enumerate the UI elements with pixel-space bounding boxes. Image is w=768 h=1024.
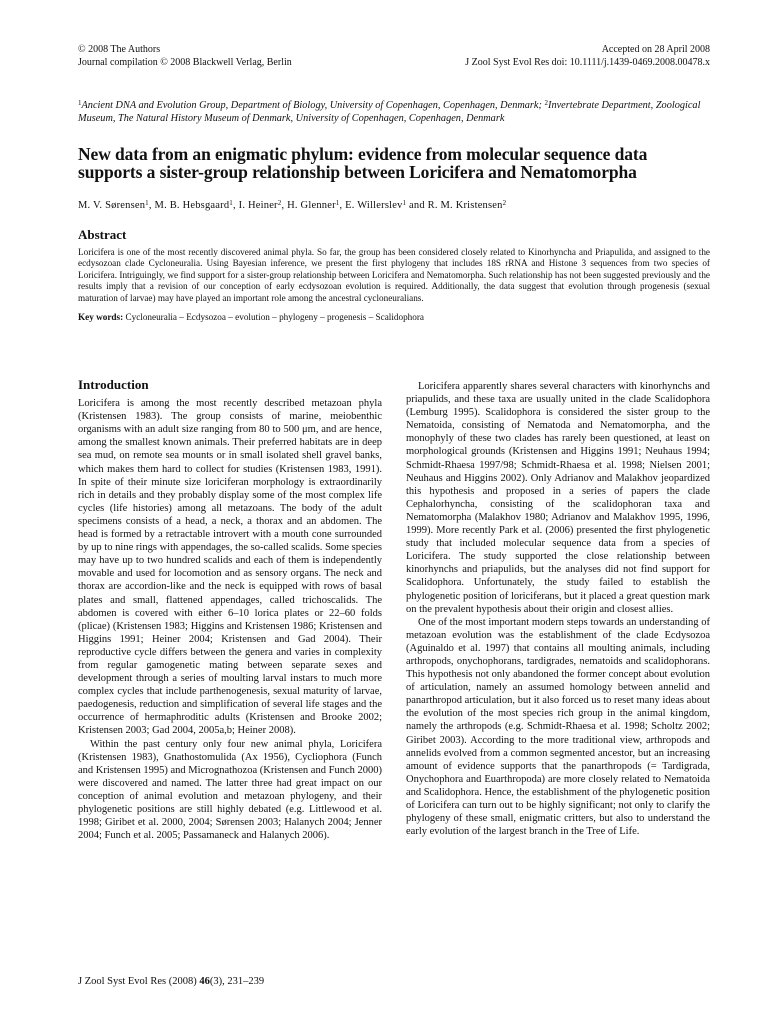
journal-compilation-line: Journal compilation © 2008 Blackwell Verlag, Berlin [78, 56, 292, 68]
author-sup: 2 [277, 199, 282, 207]
intro-paragraph-3: Loricifera apparently shares several characters with kinorhynchs and priapulids, and these taxa are usually united in the clade Scalidophora (Lemburg 1995). Scalidophora is considered the sister group to the Nematoida, consisting of Nematoda and Nematomorpha, and the monophyly of these two clades has rarely been questioned, at least on morphological grounds (Kristensen and Higgins 1991; Neuhaus 1994; Schmidt-Rhaesa 1997/98; Schmidt-Rhaesa et al. 1998; Nielsen 2001; Neuhaus and Higgins 2002). Only Adrianov and Malakhov jeopardized this hypothesis and proposed in a series of papers the clade Cephalorhyncha, consisting of the scalidophoran taxa and Nematomorpha (Malakhov 1980; Adrianov and Malakhov 1995, 1996, 1999). More recently Park et al. (2006) presented the first phylogenetic study that included molecular sequence data from a species of Loricifera. The study supported the close relationship between kinorhynchs and priapulids, but the analyses did not find support for Scalidophora. Unfortunately, the study failed to establish the phylogenetic position of loriciferans, but it placed a great question mark on the prevalent hypothesis about their origin and closest allies. [406, 381, 710, 615]
author-sep: , [281, 200, 288, 211]
left-column [78, 378, 382, 842]
affiliation-sup-1: 1 [78, 99, 82, 107]
doi-line: J Zool Syst Evol Res doi: 10.1111/j.1439-0469.2008.00478.x [465, 56, 710, 68]
author: H. Glenner [287, 200, 336, 211]
footer-suffix: (3), 231–239 [209, 976, 265, 987]
intro-paragraph-2: Within the past century only four new animal phyla, Loricifera (Kristensen 1983), Gnathostomulida (Ax 1956), Cycliophora (Funch and Kristensen 1995) and Micrognathozoa (Kristensen and Funch 2000) were discovered and named. The latter three had great impact on our conception of animal evolution and metazoan phylogeny, and their phylogenetic positions are still highly debated (e.g. Littlewood et al. 1998; Giribet et al. 2000, 2004; Sørensen 2003; Halanych 2004; Jenner 2004; Funch et al. 2005; Passamaneck and Halanych 2006). [78, 738, 382, 842]
intro-paragraph-4: One of the most important modern steps towards an understanding of metazoan evolution was the establishment of the clade Ecdysozoa (Aguinaldo et al. 1997) that contains all moulting animals, including arthropods, onychophorans, tardigrades, nematoids and scalidophorans. This hypothesis not only abandoned the former concept about evolution of articulation, namely an assumed homology between annelid and panarthropod articulation, but it also forced us to reset many ideas about the evolution of the most species rich group in the animal kingdom, namely the arthropods (e.g. Schmidt-Rhaesa et al. 1998; Scholtz 2002; Giribet 2003). According to the more traditional view, arthropods and annelids evolved from a common segmented ancestor, but an increasing amount of evidence supports that the panarthropods (= Tardigrada, Onychophora and Euarthropoda) are more closely related to Nematoida and Scalidophora. Hence, the establishment of the phylogenetic position of Loricifera can turn out to be highly significant; not only to clarify the phylogeny of these small, enigmatic critters, but also to understand the early evolution of the largest branch in the Tree of Life. [406, 616, 710, 838]
author: R. M. Kristensen [427, 200, 503, 211]
accepted-block [465, 44, 710, 69]
copyright-block [78, 44, 292, 69]
abstract-heading: Abstract [78, 227, 127, 242]
footer-prefix: J Zool Syst Evol Res (2008) [78, 976, 200, 987]
journal-footer [78, 976, 264, 987]
running-header [78, 44, 710, 69]
author-sup: 1 [402, 199, 407, 207]
affiliations [78, 97, 710, 125]
abstract-text: Loricifera is one of the most recently discovered animal phyla. So far, the group has been considered closely related to Kinorhyncha and Priapulida, and assigned to the ecdysozoan clade Cycloneuralia. Using Bayesian inference, we present the first phylogeny that includes 18S rRNA and Histone 3 sequences from two species of Loricifera. Intriguingly, we find support for a sister-group relationship between Loricifera and Nematomorpha. Such relationship has not been suggested previously and the results imply that a revision of our conception of early ecdysozoan evolution is required. Additionally, the data suggest that evolution through progenesis (sexual maturation of larvae) may have played an important role among the ancestral cycloneuralians. [78, 247, 710, 303]
author-sep: , [148, 200, 155, 211]
keywords-text: Cycloneuralia – Ecdysozoa – evolution – phylogeny – progenesis – Scalidophora [123, 312, 424, 323]
author-sup: 1 [229, 199, 233, 207]
author-sep: , [339, 200, 346, 211]
accepted-date: Accepted on 28 April 2008 [601, 44, 710, 55]
affiliation-1: Ancient DNA and Evolution Group, Department of Biology, University of Copenhagen, Copenhagen, Denmark; [81, 100, 545, 111]
author: M. B. Hebsgaard [154, 200, 230, 211]
page-top [78, 44, 710, 323]
author-sup: 1 [145, 199, 149, 207]
author-list [78, 197, 710, 212]
right-column [406, 378, 710, 842]
author-sup: 1 [335, 199, 340, 207]
keywords-label: Key words: [78, 312, 124, 323]
author-sep: , [232, 200, 239, 211]
copyright-line: © 2008 The Authors [78, 44, 161, 55]
body-columns [78, 378, 710, 842]
keywords [78, 312, 710, 323]
intro-paragraph-1: Loricifera is among the most recently described metazoan phyla (Kristensen 1983). The group consists of marine, meiobenthic organisms with an adult size ranging from 80 to 500 μm, and are hence, among the smallest known animals. Their preferred habitats are in deep sea mud, on remote sea mounts or in small isolated shell gravel banks, which makes them hard to collect for studies (Kristensen 1983, 1991). In spite of their minute size loriciferan morphology is extraordinarily rich in details and they probably display some of the most complex life cycles (life histories) among all metazoans. The body of the adult specimens consists of a head, a neck, a thorax and an abdomen. The head is formed by a retractable introvert with a mouth cone surrounded by up to nine rings with appendages, the so-called scalids. Some species may have up to two hundred scalids and each of them is independently movable and used for locomotion and as sensory organs. The neck and thorax are accordion-like and the neck is equipped with rows of basal plates and small, flattened appendages, called trichoscalids. The abdomen is covered with either 6–10 lorica plates or 22–60 folds (plicae) (Kristensen 1983; Higgins and Kristensen 1986; Kristensen and Higgins 1991; Heiner 2004; Kristensen and Gad 2004). Their reproductive cycle differs between the genera and varies in complexity from regular gamogenetic mating between separate sexes and development through a series of moulting larval instars to much more complex cycles that include parthenogenesis, sexual maturity of larvae, paedogenesis, reduction and simplification of several life stages and the occurrence of hermaphroditic adults (Kristensen and Brooke 2002; Kristensen 2003; Gad 2004, 2005a,b; Heiner 2008). [78, 398, 382, 737]
author: M. V. Sørensen [78, 200, 146, 211]
affiliation-2: Invertebrate Department, Zoological Museum, The Natural History Museum of Denmark, University of Copenhagen, Copenhagen, Denmark [78, 100, 701, 124]
author-sup: 2 [502, 199, 507, 207]
footer-volume: 46 [199, 976, 210, 987]
author: E. Willerslev [345, 200, 403, 211]
author-sep: and [406, 200, 428, 211]
author: I. Heiner [238, 200, 278, 211]
affiliation-sup-2: 2 [544, 99, 549, 107]
introduction-heading: Introduction [78, 377, 149, 392]
paper-title: New data from an enigmatic phylum: evidence from molecular sequence data supports a sister-group relationship between Loricifera and Nematomorpha [78, 144, 648, 182]
